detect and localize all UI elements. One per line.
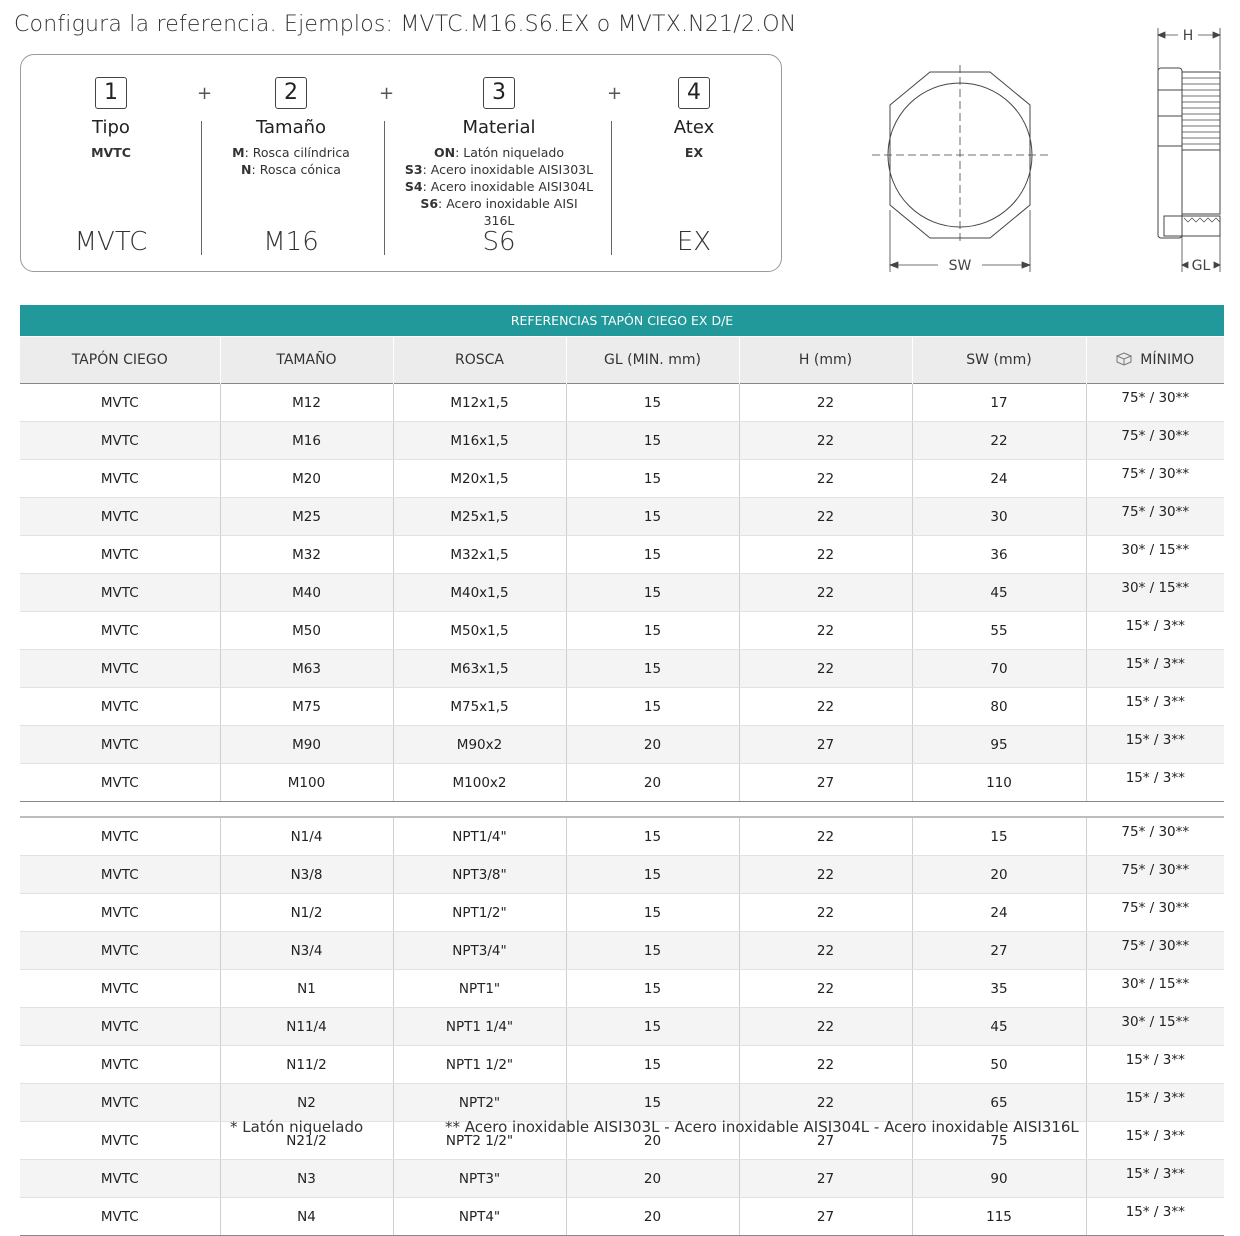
column-header-label: TAMAÑO [276, 352, 337, 368]
table-cell: 15 [566, 970, 739, 1008]
table-cell: M100 [220, 764, 393, 802]
table-cell: N1/2 [220, 894, 393, 932]
table-cell: NPT1/2" [393, 894, 566, 932]
table-cell: M90x2 [393, 726, 566, 764]
table-cell: NPT4" [393, 1198, 566, 1236]
table-cell: 35 [912, 970, 1086, 1008]
table-cell: 15* / 3** [1086, 764, 1224, 802]
table-cell: MVTC [20, 650, 220, 688]
table-cell: 30 [912, 498, 1086, 536]
table-row [20, 856, 1224, 894]
table-cell: 22 [739, 384, 912, 422]
separator-cell [20, 802, 1224, 818]
table-cell: 15 [566, 612, 739, 650]
table-cell: 15 [566, 817, 739, 856]
table-row [20, 932, 1224, 970]
config-column-4 [599, 55, 789, 265]
config-column-1 [16, 55, 206, 265]
footnote-stainless: ** Acero inoxidable AISI303L - Acero inoxidable AISI304L - Acero inoxidable AISI316L [445, 1118, 1079, 1136]
table-row [20, 422, 1224, 460]
table-cell: 22 [739, 612, 912, 650]
table-cell: 15* / 3** [1086, 1046, 1224, 1084]
table-row [20, 1046, 1224, 1084]
column-header [20, 337, 220, 384]
table-cell: 75 [912, 1122, 1086, 1160]
table-cell: 22 [739, 1008, 912, 1046]
table-cell: NPT3/4" [393, 932, 566, 970]
option-code: S4 [404, 179, 423, 194]
config-column-options [404, 144, 594, 229]
table-cell: 22 [739, 498, 912, 536]
table-cell: M75 [220, 688, 393, 726]
table-cell: 15 [566, 574, 739, 612]
table-cell: 75* / 30** [1086, 932, 1224, 970]
table-cell: MVTC [20, 1046, 220, 1084]
config-column-title: Atex [673, 117, 715, 138]
table-cell: 22 [739, 970, 912, 1008]
table-cell: M100x2 [393, 764, 566, 802]
table-cell: 15 [566, 422, 739, 460]
table-cell: 45 [912, 1008, 1086, 1046]
column-divider [384, 121, 385, 255]
table-row [20, 574, 1224, 612]
column-header-label: MÍNIMO [1140, 352, 1195, 368]
table-cell: 15 [566, 460, 739, 498]
hex-front-view-drawing [860, 60, 1060, 280]
table-cell: 27 [739, 1160, 912, 1198]
table-cell: 50 [912, 1046, 1086, 1084]
option-text: : Acero inoxidable AISI 316L [438, 196, 578, 228]
table-cell: 15* / 3** [1086, 688, 1224, 726]
table-row [20, 1160, 1224, 1198]
table-cell: 22 [739, 688, 912, 726]
table-cell: N3/4 [220, 932, 393, 970]
step-number-badge: 1 [95, 77, 127, 109]
table-cell: 95 [912, 726, 1086, 764]
config-column-title: Tamaño [255, 117, 327, 138]
table-cell: 17 [912, 384, 1086, 422]
column-header [912, 337, 1086, 384]
table-row [20, 1084, 1224, 1122]
column-header-label: TAPÓN CIEGO [71, 352, 168, 368]
table-cell: 30* / 15** [1086, 574, 1224, 612]
table-cell: M12x1,5 [393, 384, 566, 422]
table-cell: N4 [220, 1198, 393, 1236]
table-cell: MVTC [20, 1084, 220, 1122]
step-number-badge: 3 [483, 77, 515, 109]
footnote-brass: * Latón niquelado [230, 1118, 364, 1136]
table-cell: NPT3" [393, 1160, 566, 1198]
table-cell: 36 [912, 536, 1086, 574]
config-column-title: Tipo [92, 117, 130, 138]
table-cell: 22 [739, 856, 912, 894]
column-header [739, 337, 912, 384]
table-cell: 55 [912, 612, 1086, 650]
table-cell: 15 [912, 817, 1086, 856]
table-cell: MVTC [20, 422, 220, 460]
table-cell: 20 [566, 1160, 739, 1198]
table-cell: MVTC [20, 688, 220, 726]
step-number-badge: 2 [275, 77, 307, 109]
table-cell: 15 [566, 932, 739, 970]
config-example-value: S6 [482, 227, 516, 257]
table-cell: 15* / 3** [1086, 1084, 1224, 1122]
table-cell: M75x1,5 [393, 688, 566, 726]
table-cell: M50 [220, 612, 393, 650]
table-cell: M32x1,5 [393, 536, 566, 574]
table-cell: M12 [220, 384, 393, 422]
option-text: : Latón niquelado [455, 145, 564, 160]
option-code: N [241, 162, 252, 177]
config-example-value: M16 [263, 227, 319, 257]
table-cell: M16x1,5 [393, 422, 566, 460]
table-cell: M40x1,5 [393, 574, 566, 612]
table-cell: 15* / 3** [1086, 612, 1224, 650]
config-column-options [599, 144, 789, 161]
table-cell: 115 [912, 1198, 1086, 1236]
config-column-3 [404, 55, 594, 265]
references-table [20, 305, 1224, 1236]
table-cell: 22 [739, 650, 912, 688]
table-cell: 45 [912, 574, 1086, 612]
table-row [20, 1198, 1224, 1236]
table-row [20, 970, 1224, 1008]
table-cell: 20 [566, 726, 739, 764]
table-cell: NPT1" [393, 970, 566, 1008]
table-cell: 15* / 3** [1086, 1160, 1224, 1198]
column-header-label: ROSCA [455, 352, 504, 368]
table-banner: REFERENCIAS TAPÓN CIEGO EX D/E [20, 305, 1224, 337]
table-cell: NPT2 1/2" [393, 1122, 566, 1160]
column-header-label: SW (mm) [966, 352, 1032, 368]
table-cell: 15 [566, 856, 739, 894]
table-cell: 22 [912, 422, 1086, 460]
table-row [20, 460, 1224, 498]
table-row [20, 688, 1224, 726]
table-cell: MVTC [20, 817, 220, 856]
table-cell: 75* / 30** [1086, 422, 1224, 460]
option-line [16, 144, 206, 161]
table-cell: 22 [739, 574, 912, 612]
option-line [196, 144, 386, 161]
page-title: Configura la referencia. Ejemplos: MVTC.M16.S6.EX o MVTX.N21/2.ON [14, 12, 797, 37]
table-cell: N1 [220, 970, 393, 1008]
option-code: ON [433, 145, 456, 160]
table-row [20, 384, 1224, 422]
table-cell: 75* / 30** [1086, 817, 1224, 856]
table-cell: 90 [912, 1160, 1086, 1198]
table-cell: N11/4 [220, 1008, 393, 1046]
table-cell: M25 [220, 498, 393, 536]
plus-sign: + [197, 83, 213, 104]
option-text: : Rosca cilíndrica [244, 145, 350, 160]
option-line [599, 144, 789, 161]
table-row [20, 1008, 1224, 1046]
table-cell: M20x1,5 [393, 460, 566, 498]
table-cell: 27 [739, 1122, 912, 1160]
table-cell: 22 [739, 932, 912, 970]
table-cell: 27 [739, 764, 912, 802]
column-header [1086, 337, 1224, 384]
table-cell: NPT1 1/2" [393, 1046, 566, 1084]
table-cell: MVTC [20, 612, 220, 650]
table-cell: MVTC [20, 764, 220, 802]
table-cell: MVTC [20, 536, 220, 574]
table-cell: 15 [566, 1008, 739, 1046]
table-cell: MVTC [20, 970, 220, 1008]
table-cell: MVTC [20, 460, 220, 498]
table-cell: M25x1,5 [393, 498, 566, 536]
table-cell: 70 [912, 650, 1086, 688]
table-cell: 20 [566, 764, 739, 802]
table-cell: 22 [739, 460, 912, 498]
option-code: S6 [420, 196, 439, 211]
table-cell: 65 [912, 1084, 1086, 1122]
table-cell: 15* / 3** [1086, 726, 1224, 764]
side-view-drawing [1140, 20, 1230, 280]
table-cell: M40 [220, 574, 393, 612]
table-cell: 22 [739, 1084, 912, 1122]
column-divider [201, 121, 202, 255]
table-cell: MVTC [20, 1198, 220, 1236]
table-row [20, 498, 1224, 536]
table-cell: 20 [566, 1198, 739, 1236]
option-line [404, 144, 594, 161]
group-separator [20, 802, 1224, 818]
column-divider [611, 121, 612, 255]
table-cell: M63x1,5 [393, 650, 566, 688]
table-cell: N3/8 [220, 856, 393, 894]
table-cell: 27 [739, 726, 912, 764]
sw-dimension-label: SW [948, 258, 972, 274]
table-cell: MVTC [20, 726, 220, 764]
table-cell: 30* / 15** [1086, 970, 1224, 1008]
table-cell: 22 [739, 817, 912, 856]
plus-sign: + [379, 83, 395, 104]
table-cell: 30* / 15** [1086, 536, 1224, 574]
table-cell: 110 [912, 764, 1086, 802]
table-cell: 15 [566, 384, 739, 422]
config-column-options [196, 144, 386, 178]
table-cell: 22 [739, 894, 912, 932]
table-cell: 15 [566, 1046, 739, 1084]
table-row [20, 612, 1224, 650]
table-cell: 75* / 30** [1086, 498, 1224, 536]
table-row [20, 894, 1224, 932]
table-cell: 15 [566, 894, 739, 932]
config-column-2 [196, 55, 386, 265]
table-row [20, 726, 1224, 764]
table-cell: 75* / 30** [1086, 856, 1224, 894]
option-code: M [232, 145, 245, 160]
table-cell: 15* / 3** [1086, 1122, 1224, 1160]
table-cell: 80 [912, 688, 1086, 726]
table-row [20, 650, 1224, 688]
table-cell: MVTC [20, 384, 220, 422]
table-cell: M63 [220, 650, 393, 688]
table-cell: 27 [912, 932, 1086, 970]
table-cell: M50x1,5 [393, 612, 566, 650]
table-cell: M90 [220, 726, 393, 764]
table-cell: N2 [220, 1084, 393, 1122]
table-cell: NPT2" [393, 1084, 566, 1122]
table-cell: MVTC [20, 894, 220, 932]
table-cell: MVTC [20, 498, 220, 536]
table-cell: N3 [220, 1160, 393, 1198]
config-column-options [16, 144, 206, 161]
column-header-label: H (mm) [798, 352, 853, 368]
column-header [566, 337, 739, 384]
table-cell: 15 [566, 650, 739, 688]
table-cell: 27 [739, 1198, 912, 1236]
table-cell: M32 [220, 536, 393, 574]
box-icon [1116, 352, 1140, 368]
table-row [20, 536, 1224, 574]
option-code: MVTC [91, 145, 131, 160]
table-cell: 75* / 30** [1086, 894, 1224, 932]
table-cell: 22 [739, 1046, 912, 1084]
table-cell: MVTC [20, 1008, 220, 1046]
step-number-badge: 4 [678, 77, 710, 109]
option-text: : Rosca cónica [251, 162, 341, 177]
table-cell: 75* / 30** [1086, 460, 1224, 498]
table-cell: 15 [566, 1084, 739, 1122]
column-header [393, 337, 566, 384]
option-line [196, 161, 386, 178]
table-cell: MVTC [20, 856, 220, 894]
table-cell: 20 [912, 856, 1086, 894]
table-cell: 24 [912, 460, 1086, 498]
table-cell: 15 [566, 536, 739, 574]
gl-dimension-label: GL [1191, 258, 1211, 274]
option-text: : Acero inoxidable AISI304L [422, 179, 594, 194]
table-cell: 22 [739, 422, 912, 460]
table-row [20, 817, 1224, 856]
table-cell: MVTC [20, 1160, 220, 1198]
option-line [404, 178, 594, 195]
table-cell: N1/4 [220, 817, 393, 856]
option-code: EX [684, 145, 704, 160]
table-cell: 15* / 3** [1086, 1198, 1224, 1236]
table-row [20, 764, 1224, 802]
table-cell: MVTC [20, 932, 220, 970]
table-cell: M16 [220, 422, 393, 460]
column-header [220, 337, 393, 384]
option-line [404, 195, 594, 229]
table-cell: N11/2 [220, 1046, 393, 1084]
table-cell: 15 [566, 688, 739, 726]
table-header-row [20, 337, 1224, 384]
table-cell: MVTC [20, 1122, 220, 1160]
table-cell: 20 [566, 1122, 739, 1160]
table-cell: M20 [220, 460, 393, 498]
table-cell: NPT1/4" [393, 817, 566, 856]
table-cell: NPT3/8" [393, 856, 566, 894]
table-cell: 75* / 30** [1086, 384, 1224, 422]
table-cell: 30* / 15** [1086, 1008, 1224, 1046]
plus-sign: + [607, 83, 623, 104]
table-cell: NPT1 1/4" [393, 1008, 566, 1046]
h-dimension-label: H [1182, 28, 1194, 44]
table-cell: MVTC [20, 574, 220, 612]
option-line [404, 161, 594, 178]
table-cell: 22 [739, 536, 912, 574]
config-example-value: MVTC [74, 227, 148, 257]
table-cell: 24 [912, 894, 1086, 932]
config-example-value: EX [676, 227, 712, 257]
table-cell: 15 [566, 498, 739, 536]
column-header-label: GL (MIN. mm) [604, 352, 701, 368]
table-cell: 15* / 3** [1086, 650, 1224, 688]
option-text: : Acero inoxidable AISI303L [422, 162, 594, 177]
reference-configurator [20, 54, 782, 272]
table-cell: N21/2 [220, 1122, 393, 1160]
config-column-title: Material [462, 117, 536, 138]
option-code: S3 [404, 162, 423, 177]
